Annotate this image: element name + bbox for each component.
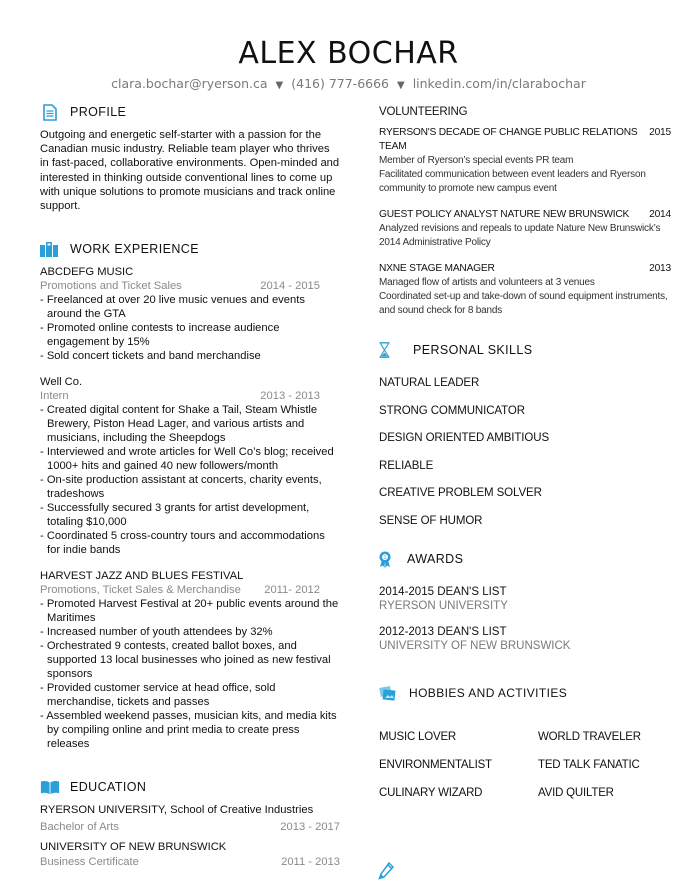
hourglass-icon [379,341,399,359]
hobby-item: WORLD TRAVELER [538,731,641,743]
bullet-item: - Provided customer service at head office, sold merchandise, tickets and passes [40,681,340,709]
separator-icon: ▼ [275,80,284,91]
skill-item: SENSE OF HUMOR [379,514,483,527]
skill-item: DESIGN ORIENTED AMBITIOUS [379,432,550,444]
job-bullets [40,597,340,751]
svg-text:1: 1 [383,554,387,561]
job-role: Intern [40,390,69,403]
job-meta [40,583,340,597]
hobby-item: AVID QUILTER [538,787,614,799]
skill-item: CREATIVE PROBLEM SOLVER [379,487,542,499]
volunteer-year: 2013 [649,263,671,274]
volunteer-entry [379,262,671,318]
bullet-item: - Coordinated 5 cross-country tours and accommodations for indie bands [40,529,340,557]
volunteer-line: Analyzed revisions and repeals to update Nature New Brunswick’s 2014 Administrative Policy [379,223,661,248]
section-title: WORK EXPERIENCE [70,242,199,257]
hobbies-section [379,681,671,807]
job-company: Well Co. [40,376,83,389]
bullet-item: - Interviewed and wrote articles for Well Co’s blog; received 1000+ hits and gained 40 new followers/month [40,445,340,473]
volunteer-line: Facilitated communication between event leaders and Ryerson community to promote new campus event [379,169,646,194]
education-dates: 2013 - 2017 [280,821,340,834]
candidate-name: ALEX BOCHAR [238,36,459,71]
contact-line [0,76,697,91]
photos-icon [379,684,399,702]
education-degree: Business Certificate [40,856,139,869]
section-header [40,237,340,261]
right-column [379,100,671,807]
bullet-item: - Sold concert tickets and band merchandise [40,349,340,363]
section-header [379,681,671,705]
bullet-item: - Increased number of youth attendees by 32% [40,625,340,639]
section-header [40,100,340,124]
award-entry [379,585,671,613]
job-dates: 2014 - 2015 [260,280,320,293]
books-icon [40,240,60,258]
volunteer-line: Managed flow of artists and volunteers at 3 venues [379,277,595,288]
job-meta [40,389,340,403]
job-role: Promotions, Ticket Sales & Merchandise [40,584,241,597]
bullet-item: - Promoted Harvest Festival at 20+ public events around the Maritimes [40,597,340,625]
skill-item: STRONG COMMUNICATOR [379,404,525,417]
section-title: HOBBIES AND ACTIVITIES [409,686,568,700]
hobby-item: CULINARY WIZARD [379,787,483,799]
left-column [40,100,340,870]
education-section [40,775,340,870]
job-dates: 2011- 2012 [264,584,320,597]
bullet-item: - Freelanced at over 20 live music venues and events around the GTA [40,293,340,321]
skill-item: RELIABLE [379,459,434,472]
bullet-item: - Promoted online contests to increase audience engagement by 15% [40,321,340,349]
hobby-item: MUSIC LOVER [379,731,457,743]
job-entry [40,265,340,363]
section-title: AWARDS [407,552,464,566]
section-title: VOLUNTEERING [379,106,468,118]
volunteer-line: Member of Ryerson’s special events PR team [379,155,574,166]
section-title: EDUCATION [70,780,147,795]
document-icon [40,103,60,121]
awards-section [379,547,671,653]
job-entry [40,375,340,557]
section-header [379,338,671,362]
award-title: 2014-2015 DEAN'S LIST [379,586,507,598]
bullet-item: - Created digital content for Shake a Tail, Steam Whistle Brewery, Piston Head Lager, and various artists and musicians, including the Sheepdogs [40,403,340,445]
volunteer-entry [379,126,671,196]
profile-text: Outgoing and energetic self-starter with a passion for the Canadian music industry. Reliable team player who thrives in fast-paced, collaborative environments. Open-minded and interested in thinking outside conventional lines to come up with unique solutions to promote musicians and track online support. [40,129,340,213]
bullet-item: - Orchestrated 9 contests, created ballot boxes, and supported 13 local businesses who joined as new festival sponsors [40,639,340,681]
volunteer-entry [379,208,671,250]
separator-icon: ▼ [397,80,405,91]
skill-item: NATURAL LEADER [379,377,480,389]
section-title: PERSONAL SKILLS [413,343,533,357]
volunteer-year: 2014 [649,209,671,220]
volunteering-section [379,100,671,318]
skills-list [379,370,671,535]
profile-section [40,100,340,213]
job-meta [40,279,340,293]
education-degree: Bachelor of Arts [40,821,119,834]
award-org: RYERSON UNIVERSITY [379,600,508,612]
linkedin-link[interactable]: linkedin.com/in/clarabochar [412,76,586,91]
job-entry [40,569,340,751]
award-org: UNIVERSITY OF NEW BRUNSWICK [379,640,571,652]
education-dates: 2011 - 2013 [281,856,340,869]
hobbies-grid [379,723,671,807]
pencil-icon [378,862,394,885]
ribbon-icon [379,550,399,568]
volunteer-header [379,262,671,276]
section-title: PROFILE [70,105,127,119]
phone-number: (416) 777-6666 [291,76,390,91]
work-experience-section [40,237,340,751]
volunteer-title: GUEST POLICY ANALYST NATURE NEW BRUNSWICK [379,209,630,220]
job-bullets [40,293,340,363]
section-header [40,775,340,799]
volunteer-title: NXNE STAGE MANAGER [379,263,495,274]
education-school: RYERSON UNIVERSITY, School of Creative Industries [40,804,314,817]
bullet-item: - On-site production assistant at concerts, charity events, tradeshows [40,473,340,501]
section-header [379,547,671,571]
education-meta [40,820,340,835]
job-role: Promotions and Ticket Sales [40,280,182,293]
job-company: ABCDEFG MUSIC [40,266,134,279]
volunteer-year: 2015 [649,127,671,138]
job-company: HARVEST JAZZ AND BLUES FESTIVAL [40,570,244,583]
award-title: 2012-2013 DEAN'S LIST [379,626,507,638]
hobby-item: ENVIRONMENTALIST [379,759,492,771]
bullet-item: - Successfully secured 3 grants for artist development, totaling $10,000 [40,501,340,529]
hobby-item: TED TALK FANATIC [538,759,640,771]
email-link[interactable]: clara.bochar@ryerson.ca [111,76,268,91]
education-school: UNIVERSITY OF NEW BRUNSWICK [40,841,227,854]
award-entry [379,625,671,653]
resume-header [0,36,697,91]
open-book-icon [40,778,60,796]
job-bullets [40,403,340,557]
job-dates: 2013 - 2013 [260,390,320,403]
personal-skills-section [379,338,671,535]
volunteer-header [379,208,671,222]
volunteer-line: Coordinated set-up and take-down of sound equipment instruments, and sound check for 8 bands [379,291,668,316]
bullet-item: - Assembled weekend passes, musician kits, and media kits by compiling online and print media to create press releases [40,709,340,751]
education-meta [40,855,340,870]
volunteer-title: RYERSON'S DECADE OF CHANGE PUBLIC RELATIONS TEAM [379,127,638,152]
volunteer-header [379,126,671,154]
